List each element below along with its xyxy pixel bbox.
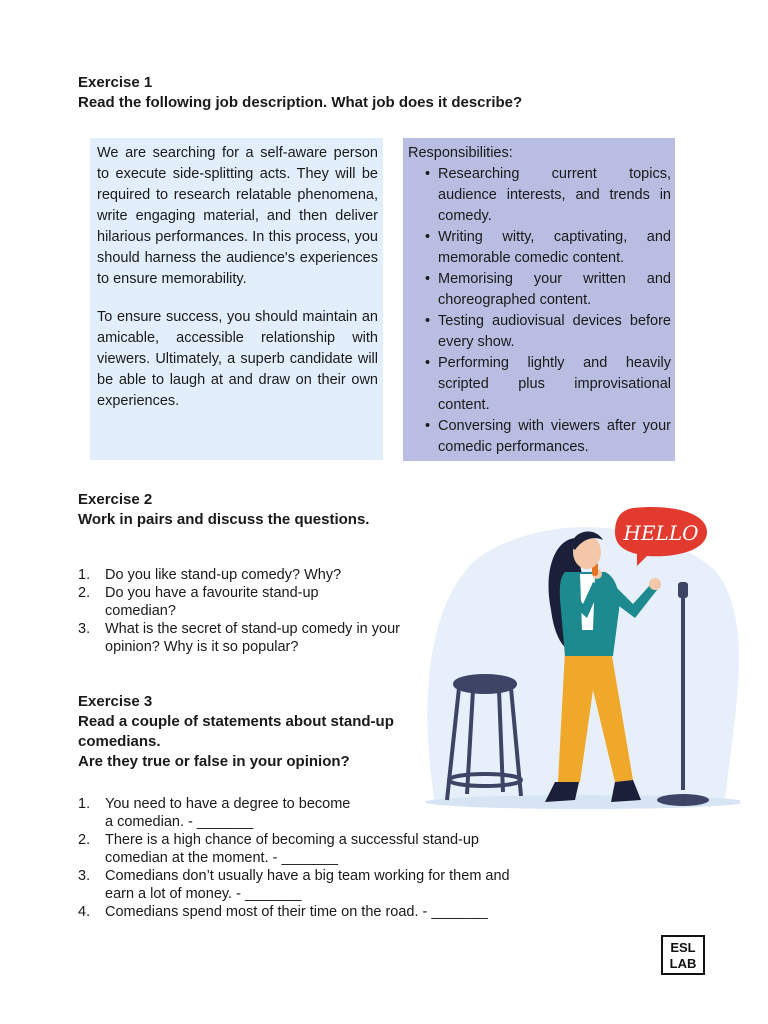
statement-line: comedian at the moment. - _______ [105, 850, 338, 866]
statement-number: 3. [78, 868, 91, 884]
question-number: 3. [78, 621, 91, 637]
responsibility-item: • Researching current topics, audience interests, and trends in comedy. [408, 164, 671, 227]
question-text: Do you have a favourite stand-up comedian? [105, 585, 319, 619]
exercise3-title: Exercise 3 [78, 693, 153, 710]
list-item [78, 903, 598, 921]
statement-line: a comedian. - _______ [105, 814, 254, 830]
exercise3-instruction-line3: Are they true or false in your opinion? [78, 753, 350, 770]
exercise3-instruction-line1: Read a couple of statements about stand-up [78, 713, 394, 730]
question-number: 2. [78, 585, 91, 601]
responsibility-item: • Memorising your written and choreographed content. [408, 269, 671, 311]
comedian-illustration [415, 500, 740, 820]
job-description-paragraph: To ensure success, you should maintain an amicable, accessible relationship with viewers. Ultimately, a superb candidate will be able to laugh at and draw on their own experiences. [97, 309, 378, 409]
list-item [78, 566, 418, 584]
job-description-paragraph: We are searching for a self-aware person to execute side-splitting acts. They will be required to research relatable phenomena, write engaging material, and then deliver hilarious performances. In this process, you should harness the audience's experiences to ensure memorability. [97, 145, 378, 287]
exercise2-instruction: Work in pairs and discuss the questions. [78, 511, 370, 528]
exercise1-title: Exercise 1 [78, 74, 153, 91]
exercise3-instruction-line2: comedians. [78, 733, 161, 750]
responsibility-item: • Testing audiovisual devices before every show. [408, 311, 671, 353]
responsibility-item: • Conversing with viewers after your comedic performances. [408, 416, 671, 458]
responsibilities-list [408, 164, 671, 458]
statement-line: Comedians don’t usually have a big team working for them and [105, 868, 510, 884]
responsibility-item: • Performing lightly and heavily scripted plus improvisational content. [408, 353, 671, 416]
esl-lab-logo [661, 935, 705, 975]
speech-bubble-text: HELLO [623, 521, 699, 545]
list-item [78, 584, 365, 620]
list-item [78, 831, 598, 867]
list-item [78, 620, 405, 656]
logo-line: ESL [670, 940, 696, 955]
discussion-questions-list [78, 566, 418, 656]
statement-line: earn a lot of money. - _______ [105, 886, 302, 902]
responsibilities-title: Responsibilities: [408, 145, 513, 161]
question-number: 1. [78, 567, 91, 583]
responsibilities-box [403, 138, 675, 461]
statement-line: There is a high chance of becoming a successful stand-up [105, 832, 479, 848]
exercise2-title: Exercise 2 [78, 491, 153, 508]
exercise1-instruction: Read the following job description. What job does it describe? [78, 94, 523, 111]
responsibility-item: • Writing witty, captivating, and memorable comedic content. [408, 227, 671, 269]
job-description-box [90, 138, 383, 460]
question-text: Do you like stand-up comedy? Why? [105, 567, 342, 583]
logo-line: LAB [669, 956, 697, 971]
statement-line: You need to have a degree to become [105, 796, 351, 812]
statement-number: 1. [78, 796, 91, 812]
statement-line: Comedians spend most of their time on the road. - _______ [105, 904, 488, 920]
statement-number: 2. [78, 832, 91, 848]
statement-number: 4. [78, 904, 91, 920]
list-item [78, 867, 598, 903]
question-text: What is the secret of stand-up comedy in your opinion? Why is it so popular? [105, 621, 400, 655]
